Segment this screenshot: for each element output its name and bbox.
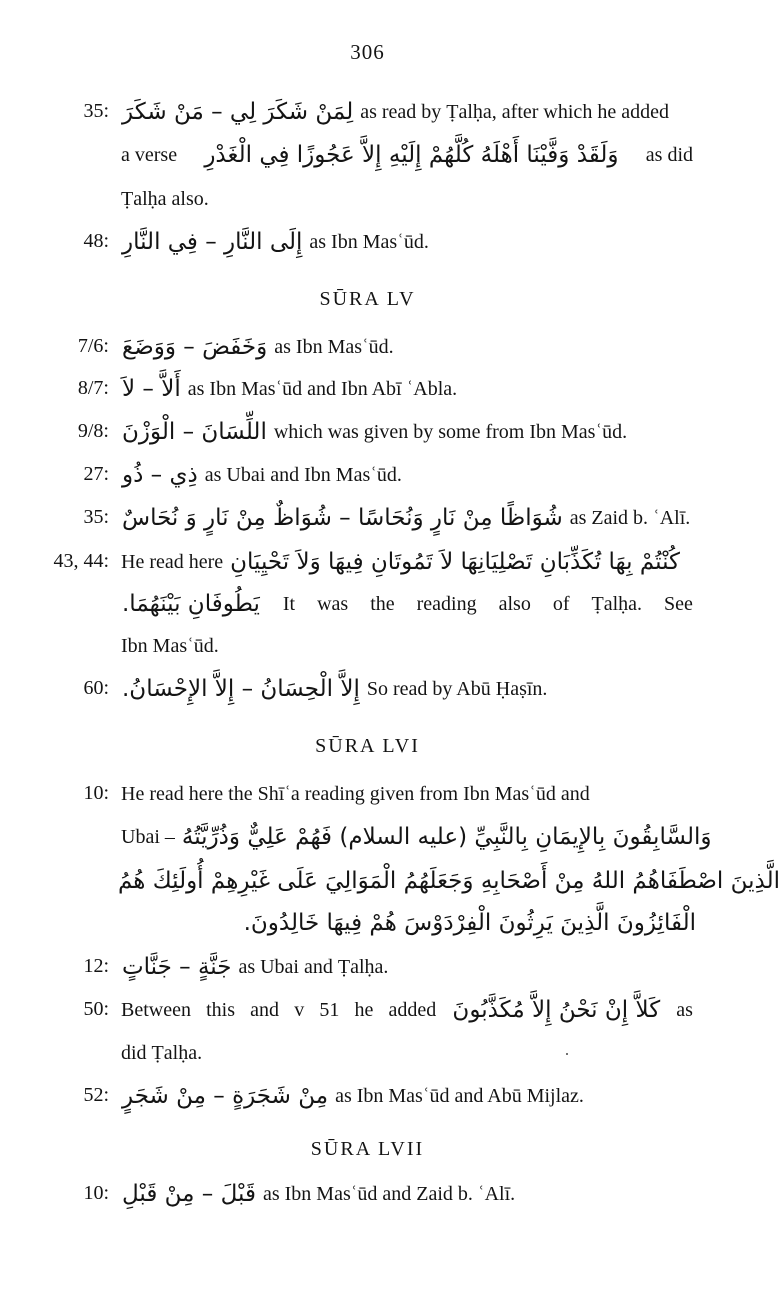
english-text: Ṭalḥa also.: [121, 187, 209, 210]
entry-text: [118, 582, 696, 626]
arabic-text: وَخَفَضَ – وَوَضَعَ: [122, 334, 268, 360]
english-text: the: [370, 592, 395, 615]
arabic-text: شُوَاظًا مِنْ نَارٍ وَنُحَاسًا – شُوَاظٌ مِنْ نَارٍ وَ نُحَاسٌ: [122, 505, 563, 531]
verse-entry: [0, 410, 755, 454]
entry-text: [118, 325, 696, 369]
verse-reference: 9/8:: [77, 420, 109, 442]
english-text: He read here: [121, 550, 224, 573]
arabic-continuation-line: [0, 859, 780, 903]
english-text: which was given by some from Ibn Masʿūd.: [273, 420, 628, 443]
arabic-text: أَلاَّ – لاَ: [122, 376, 181, 402]
verse-reference: 52:: [83, 1084, 109, 1106]
entry-text: [118, 988, 696, 1032]
arabic-text: اللِّسَانَ – الْوَزْنَ: [122, 419, 267, 445]
verse-entry: [0, 220, 755, 264]
sura-heading: SŪRA LV: [319, 288, 416, 310]
entry-text: [118, 815, 712, 859]
arabic-text: كُنْتُمْ بِهَا تُكَذِّبَانِ تَصْلِيَانِهَا لاَ تَمُوتَانِ فِيهَا وَلاَ تَحْيِيَانِ: [230, 549, 680, 575]
verse-entry: [0, 540, 755, 584]
verse-reference: 43, 44:: [53, 550, 109, 572]
arabic-text: قَبْلَ – مِنْ قَبْلِ: [122, 1181, 256, 1207]
english-text: was: [317, 592, 349, 615]
english-text: also: [498, 592, 531, 615]
english-text: So read by Abū Ḥaṣīn.: [366, 677, 548, 700]
arabic-text: إِلَى النَّارِ – فِي النَّارِ: [122, 229, 303, 255]
verse-reference: 27:: [83, 463, 109, 485]
english-text: Ubai –: [121, 825, 175, 848]
arabic-continuation-line: [0, 901, 755, 945]
entry-continuation-line: [0, 624, 755, 668]
entry-text: [118, 1172, 696, 1216]
verse-reference: 60:: [83, 677, 109, 699]
verse-reference: 10:: [83, 1182, 109, 1204]
verse-entry: [0, 945, 755, 989]
arabic-text: وَلَقَدْ وَفَّيْنَا أَهْلَهُ كُلَّهُمْ إِلَيْهِ إِلاَّ عَجُوزًا فِي الْغَدْرِ: [204, 142, 619, 168]
entry-text: [118, 1074, 696, 1118]
verse-reference: 10:: [83, 782, 109, 804]
english-text: of: [552, 592, 570, 615]
english-text: a verse: [121, 143, 178, 166]
english-text: this: [206, 998, 236, 1021]
arabic-text: لِمَنْ شَكَرَ لِي – مَنْ شَكَرَ: [122, 99, 354, 125]
arabic-text: ذِي – ذُو: [122, 462, 198, 488]
verse-entry: [0, 1074, 755, 1118]
verse-entry: [0, 453, 755, 497]
verse-entry: [0, 90, 755, 134]
english-text: as Ibn Masʿūd and Ibn Abī ʿAbla.: [187, 377, 458, 400]
english-text: as: [676, 998, 693, 1021]
verse-entry: [0, 667, 755, 711]
entry-text: [118, 1031, 696, 1075]
verse-entry: [0, 325, 755, 369]
entry-text: [118, 90, 696, 134]
english-text: as Ibn Masʿūd.: [309, 230, 429, 253]
verse-reference: 8/7:: [77, 377, 109, 399]
english-text: as Ibn Masʿūd.: [274, 335, 394, 358]
entry-text: [118, 772, 696, 816]
entry-text: [118, 496, 696, 540]
page-number: 306: [350, 40, 385, 64]
entry-text: [118, 220, 696, 264]
english-text: as read by Ṭalḥa, after which he added: [360, 100, 669, 123]
verse-entry: [0, 367, 755, 411]
entry-text: [118, 367, 696, 411]
arabic-text: إِلاَّ الْحِسَانُ – إِلاَّ الإِحْسَانُ.: [122, 676, 360, 702]
arabic-text: الْفَائِزُونَ الَّذِينَ يَرِثُونَ الْفِرْدَوْسَ هُمْ فِيهَا خَالِدُونَ.: [243, 910, 696, 936]
arabic-text: جَنَّةٍ – جَنَّاتٍ: [122, 954, 232, 980]
arabic-text: مِنْ شَجَرَةٍ – مِنْ شَجَرٍ: [122, 1083, 329, 1109]
entry-continuation-line: [0, 1031, 755, 1075]
english-text: 51: [319, 998, 340, 1021]
english-text: It: [282, 592, 296, 615]
english-text: Ṭalḥa.: [591, 592, 643, 615]
english-text: he: [354, 998, 374, 1021]
english-text: as did: [645, 143, 693, 166]
english-text: as Ibn Masʿūd and Zaid b. ʿAlī.: [262, 1182, 516, 1205]
verse-reference: 12:: [83, 955, 109, 977]
english-text: v: [294, 998, 305, 1021]
english-text: did Ṭalḥa.: [121, 1041, 203, 1064]
entry-text: [118, 624, 696, 668]
verse-entry: [0, 496, 755, 540]
arabic-text: وَالسَّابِقُونَ بِالإِيمَانِ بِالنَّبِيِّ (عليه السلام) فَهُمْ عَلِيٌّ وَذُرِّيَّتُهُ: [181, 824, 712, 850]
english-text: See: [664, 592, 693, 615]
entry-text: [118, 133, 696, 177]
english-text: He read here the Shīʿa reading given from Ibn Masʿūd and: [121, 782, 590, 805]
entry-continuation-line: [0, 133, 755, 177]
verse-reference: 50:: [83, 998, 109, 1020]
arabic-text: يَطُوفَانِ بَيْنَهُمَا.: [122, 591, 260, 617]
verse-entry: [0, 1172, 755, 1216]
english-text: as Ubai and Ibn Masʿūd.: [204, 463, 402, 486]
english-text: reading: [416, 592, 477, 615]
verse-reference: 35:: [83, 506, 109, 528]
entry-text: [118, 667, 696, 711]
english-text: as Ubai and Ṭalḥa.: [238, 955, 389, 978]
sura-heading: SŪRA LVI: [315, 735, 420, 757]
entry-text: [118, 177, 696, 221]
entry-continuation-line: [0, 582, 755, 626]
entry-continuation-line: [0, 815, 755, 859]
verse-entry: [0, 988, 755, 1032]
english-text: Ibn Masʿūd.: [121, 634, 219, 657]
english-text: as Ibn Masʿūd and Abū Mijlaz.: [335, 1084, 584, 1107]
entry-text: [118, 410, 696, 454]
english-text: as Zaid b. ʿAlī.: [569, 506, 691, 529]
entry-text: [118, 453, 696, 497]
entry-text: [118, 540, 696, 584]
english-text: Between: [121, 998, 191, 1021]
entry-text: [118, 945, 696, 989]
english-text: added: [388, 998, 437, 1021]
arabic-text: كَلاَّ إِنْ نَحْنُ إِلاَّ مُكَذَّبُونَ: [452, 997, 661, 1023]
verse-reference: 35:: [83, 100, 109, 122]
verse-reference: 48:: [83, 230, 109, 252]
entry-continuation-line: [0, 177, 755, 221]
verse-entry: [0, 772, 755, 816]
arabic-text: الَّذِينَ اصْطَفَاهُمُ اللهُ مِنْ أَصْحَابِهِ وَجَعَلَهُمُ الْمَوَالِيَ عَلَى غَيْرِهِمْ أُولَئِكَ هُمُ: [118, 868, 780, 894]
sura-heading: SŪRA LVII: [310, 1138, 425, 1160]
verse-reference: 7/6:: [77, 335, 109, 357]
print-speck: [566, 1053, 568, 1055]
english-text: and: [250, 998, 280, 1021]
